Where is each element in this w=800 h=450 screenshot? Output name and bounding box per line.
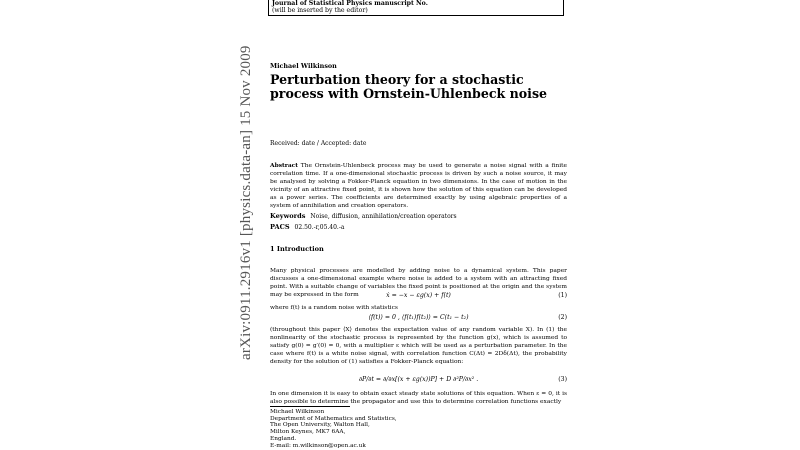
journal-note: (will be inserted by the editor)	[272, 7, 368, 14]
journal-name: Journal of Statistical Physics manuscript No.	[272, 0, 428, 7]
abstract-text: The Ornstein-Uhlenbeck process may be used to generate a noise signal with a finite correlation time. If a one-dimensional stochastic process is driven by such a noise source, it may be analysed by solving a Fokker-Planck equation in two dimensions. In the case of motion in the vicinity of an attractive fixed point, it is shown how the solution of this equation can be developed as a power series. The coefficients are determined exactly by using algebraic properties of a system of annihilation and creation operators.	[270, 163, 568, 210]
footnote-rule	[270, 406, 350, 407]
arxiv-stamp: arXiv:0911.2916v1 [physics.data-an] 15 Nov 2009	[238, 45, 254, 360]
author-name: Michael Wilkinson	[270, 62, 337, 70]
section-heading-introduction: 1 Introduction	[270, 245, 324, 253]
affiliation-line: Department of Mathematics and Statistics,	[270, 415, 397, 422]
equation-3-body: ∂P/∂t = ∂/∂x[(x + εg(x))P] + D ∂²P/∂x² .	[358, 376, 479, 383]
journal-header-box	[268, 0, 564, 16]
equation-2-body: ⟨f(t)⟩ = 0 , ⟨f(t₁)f(t₂)⟩ = C(t₁ − t₂)	[368, 314, 469, 321]
paragraph-1: Many physical processes are modelled by adding noise to a dynamical system. This paper discusses a one-dimensional example where noise is added to a system with an attracting fixed point. With a suitable change of variables the fixed point is positioned at the origin and the system may be expressed in the form	[270, 268, 567, 299]
affiliation-email: E-mail: m.wilkinson@open.ac.uk	[270, 442, 366, 449]
affiliation-line: Michael Wilkinson	[270, 409, 325, 415]
paper-title: Perturbation theory for a stochastic process with Ornstein-Uhlenbeck noise	[270, 72, 548, 101]
equation-3-number: (3)	[558, 376, 567, 383]
received-accepted-dates: Received: date / Accepted: date	[270, 140, 367, 147]
keywords	[270, 212, 457, 220]
affiliation-line: Milton Keynes, MK7 6AA,	[270, 429, 346, 436]
paragraph-4: In one dimension it is easy to obtain exact steady state solutions of this equation. When ε = 0, it is also possible to determine the propagator and use this to determine correlation functions exactly	[270, 391, 567, 406]
author-affiliation	[270, 409, 397, 449]
abstract	[270, 162, 567, 211]
pacs-label: PACS	[270, 223, 290, 231]
affiliation-line: The Open University, Walton Hall,	[270, 422, 370, 429]
equation-1-number: (1)	[558, 292, 567, 299]
keywords-label: Keywords	[270, 212, 306, 220]
paragraph-3: (throughout this paper ⟨X⟩ denotes the expectation value of any random variable X). In (1) the nonlinearity of the stochastic process is represented by the function g(x), which is assumed to satisfy g(0) = g′(0) = 0, with a multiplier ε which will be used as a perturbation parameter. In the case where f(t) is a white noise signal, with correlation function C(Δt) = 2Dδ(Δt), the probability density for the solution of (1) satisfies a Fokker-Planck equation:	[270, 327, 567, 366]
pacs	[270, 223, 344, 231]
pacs-text: 02.50.-r,05.40.-a	[294, 224, 345, 231]
affiliation-line: England.	[270, 435, 297, 442]
abstract-label: Abstract	[270, 162, 298, 169]
paragraph-2: where f(t) is a random noise with statistics	[270, 305, 398, 311]
equation-1-body: ẋ = −x − εg(x) + f(t)	[386, 292, 451, 299]
equation-2-number: (2)	[558, 314, 567, 321]
keywords-text: Noise, diffusion, annihilation/creation operators	[310, 213, 457, 220]
